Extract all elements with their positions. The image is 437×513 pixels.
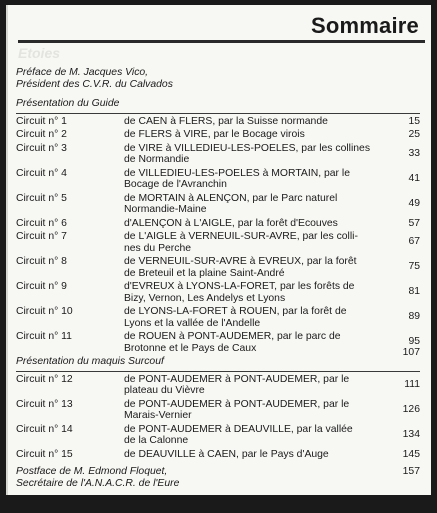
circuit-description [124,193,398,216]
toc-entry [16,168,426,191]
description-line: de MORTAIN à ALENÇON, par le Parc naturel [124,192,338,204]
preface [16,67,426,90]
page-number: 81 [408,286,420,297]
circuit-description [124,256,398,279]
page-number: 126 [402,403,420,415]
circuit-label: Circuit n° 12 [16,373,73,385]
circuit-label: Circuit n° 13 [16,398,73,410]
description-line: de Normandie [124,154,190,165]
toc-entry [16,331,426,354]
circuit-label: Circuit n° 9 [16,281,67,292]
page-number: 57 [408,217,420,229]
postface [16,466,426,489]
maquis-separator [16,371,420,372]
circuit-label: Circuit n° 3 [16,142,67,154]
circuit-description [124,218,398,230]
description-line: Lyons et la vallée de l'Andelle [124,317,261,329]
page-number: 41 [408,172,420,184]
toc-entry [16,256,426,279]
postface-page: 157 [402,466,420,477]
circuit-description [124,424,398,447]
toc-entry [16,424,426,447]
description-line: de L'AIGLE à VERNEUIL-SUR-AVRE, par les colli- [124,231,358,242]
page-number: 145 [402,448,420,460]
circuit-description [124,331,398,354]
circuit-label: Circuit n° 11 [16,331,72,342]
description-line: de CAEN à FLERS, par la Suisse normande [124,115,328,127]
description-line: de Breteuil et la plaine Saint-André [124,267,285,279]
preface-line-1: Préface de M. Jacques Vico, [16,67,149,78]
page-number: 33 [408,147,420,159]
toc-entry [16,399,426,422]
circuit-description [124,116,398,128]
description-line: de VILLEDIEU-LES-POELES à MORTAIN, par le [124,167,350,179]
table-of-contents [16,67,426,513]
toc-entry [16,129,426,141]
page-number: 49 [408,197,420,209]
toc-entry [16,374,426,397]
description-line: Marais-Vernier [124,410,192,421]
guide-separator [16,113,420,114]
toc-entry [16,281,426,304]
index-page: 159 [402,497,420,508]
description-line: de DEAUVILLE à CAEN, par le Pays d'Auge [124,448,329,460]
description-line: Normandie-Maine [124,204,207,215]
guide-entries [16,116,426,355]
circuit-label: Circuit n° 2 [16,129,67,140]
circuit-description [124,231,398,254]
description-line: d'EVREUX à LYONS-LA-FORET, par les forêts de [124,281,355,292]
page-number: 75 [408,261,420,272]
description-line: de VIRE à VILLEDIEU-LES-POELES, par les collines [124,142,371,154]
toc-entry [16,306,426,329]
circuit-description [124,281,398,304]
circuit-description [124,306,398,329]
page-number: 111 [404,378,420,390]
postface-line-1: Postface de M. Edmond Floquet, [16,466,168,477]
description-line: de VERNEUIL-SUR-AVRE à EVREUX, par la forêt [124,256,357,267]
circuit-description [124,399,398,422]
document-page [6,5,431,512]
description-line: Bizy, Vernon, Les Andelys et Lyons [124,292,286,304]
description-line: Brotonne et le Pays de Caux [124,342,257,354]
description-line: de PONT-AUDEMER à PONT-AUDEMER, par le [124,398,350,410]
circuit-description [124,374,398,397]
toc-entry [16,449,426,461]
description-line: plateau du Vièvre [124,385,205,396]
toc-entry [16,193,426,216]
title-rule [18,40,425,43]
circuit-description [124,168,398,191]
guide-heading: Présentation du Guide [16,98,120,109]
description-line: de PONT-AUDEMER à DEAUVILLE, par la vallée [124,423,353,435]
circuit-label: Circuit n° 1 [16,115,67,127]
description-line: nes du Perche [124,242,192,254]
bleed-through-text: Etoies [18,45,61,61]
page-number: 25 [408,129,420,140]
circuit-label: Circuit n° 8 [16,256,67,267]
description-line: de FLERS à VIRE, par le Bocage virois [124,129,305,140]
toc-entry [16,143,426,166]
description-line: d'ALENÇON à L'AIGLE, par la forêt d'Ecouves [124,217,338,229]
circuit-description [124,143,398,166]
circuit-label: Circuit n° 7 [16,231,67,242]
page-number: 134 [402,428,420,440]
description-line: de PONT-AUDEMER à PONT-AUDEMER, par le [124,373,350,385]
toc-entry [16,218,426,230]
index-entry [16,497,426,513]
toc-entry [16,231,426,254]
description-line: Bocage de l'Avranchin [124,179,227,190]
circuit-label: Circuit n° 6 [16,217,67,229]
index-label: Index [16,501,42,512]
page-number: 15 [408,115,420,127]
circuit-label: Circuit n° 5 [16,192,67,204]
circuit-label: Circuit n° 4 [16,167,67,179]
description-line: de la Calonne [124,435,189,446]
page-number: 89 [408,311,420,322]
description-line: de ROUEN à PONT-AUDEMER, par le parc de [124,331,341,342]
toc-entry [16,116,426,128]
circuit-description [124,129,398,141]
page-number: 67 [408,236,420,247]
circuit-label: Circuit n° 14 [16,423,73,435]
maquis-heading: Présentation du maquis Surcouf [16,356,164,367]
page-title: Sommaire [311,13,419,38]
maquis-entries [16,374,426,461]
description-line: de LYONS-LA-FORET à ROUEN, par la forêt de [124,306,347,317]
page-edge [6,5,8,495]
maquis-page: 107 [402,347,420,358]
circuit-label: Circuit n° 15 [16,448,73,460]
preface-line-2: Président des C.V.R. du Calvados [16,78,173,90]
page-number: 95 [408,336,420,347]
postface-line-2: Secrétaire de l'A.N.A.C.R. de l'Eure [16,477,180,489]
circuit-label: Circuit n° 10 [16,306,73,317]
circuit-description [124,449,398,461]
